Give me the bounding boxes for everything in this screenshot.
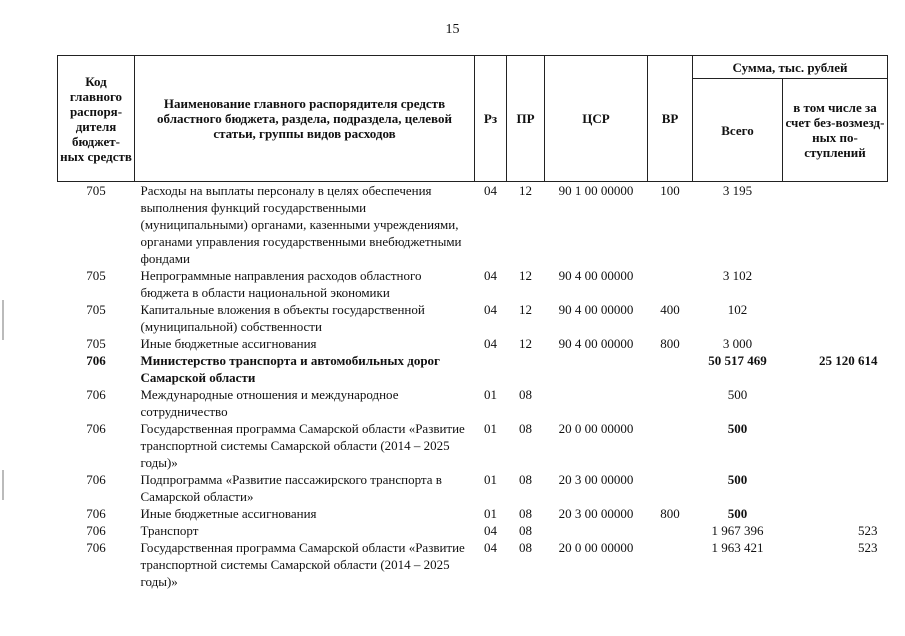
- header-name: Наименование главного распорядителя средств областного бюджета, раздела, подраздела, целевой статьи, группы видов расходов: [135, 56, 475, 182]
- cell-total: 3 000: [722, 336, 753, 351]
- cell-incl: [783, 471, 888, 505]
- header-code: Код главного распоря-дителя бюджет-ных средств: [58, 56, 135, 182]
- cell-incl: [783, 267, 888, 301]
- cell-total: 3 102: [722, 268, 753, 283]
- cell-csr: 90 4 00 00000: [558, 336, 634, 351]
- cell-incl: [783, 301, 888, 335]
- cell-incl: 523: [858, 523, 878, 538]
- cell-code: 705: [86, 268, 106, 283]
- cell-incl: 25 120 614: [819, 353, 878, 368]
- cell-code: 706: [86, 523, 106, 538]
- cell-total: 500: [727, 472, 748, 487]
- cell-csr: 20 0 00 00000: [558, 540, 634, 555]
- cell-total: 500: [727, 387, 748, 402]
- cell-pr: 08: [519, 472, 532, 487]
- cell-name: Иные бюджетные ассигнования: [140, 336, 317, 351]
- cell-code: 705: [86, 336, 106, 351]
- table-row: [58, 420, 888, 471]
- cell-incl: [783, 386, 888, 420]
- cell-csr: [545, 522, 648, 539]
- cell-rz: 01: [484, 472, 497, 487]
- cell-csr: 90 4 00 00000: [558, 302, 634, 317]
- table-body: [58, 182, 888, 591]
- table-row: [58, 505, 888, 522]
- scan-edge-mark: [2, 300, 4, 340]
- cell-csr: 20 3 00 00000: [558, 472, 634, 487]
- header-rz: Рз: [475, 56, 507, 182]
- cell-code: 706: [86, 472, 106, 487]
- table-row: [58, 267, 888, 301]
- table-row: [58, 352, 888, 386]
- cell-vr: [648, 420, 693, 471]
- cell-pr: 08: [519, 540, 532, 555]
- cell-name: Международные отношения и международное сотрудничество: [140, 387, 399, 419]
- cell-csr: 20 3 00 00000: [558, 506, 634, 521]
- cell-total: 500: [727, 506, 748, 521]
- cell-vr: 100: [660, 183, 680, 198]
- cell-name: Непрограммные направления расходов областного бюджета в области национальной экономики: [140, 268, 422, 300]
- cell-rz: 04: [484, 268, 497, 283]
- cell-pr: [507, 352, 545, 386]
- cell-total: 1 967 396: [711, 523, 764, 538]
- cell-name: Государственная программа Самарской области «Развитие транспортной системы Самарской области (2014 – 2025 годы)»: [140, 421, 465, 470]
- cell-rz: 01: [484, 421, 497, 436]
- cell-csr: 20 0 00 00000: [558, 421, 634, 436]
- header-pr: ПР: [507, 56, 545, 182]
- table-row: [58, 471, 888, 505]
- cell-total: 102: [727, 302, 748, 317]
- table-row: [58, 301, 888, 335]
- cell-incl: [783, 182, 888, 268]
- header-vr: ВР: [648, 56, 693, 182]
- cell-pr: 12: [519, 302, 532, 317]
- cell-pr: 08: [519, 506, 532, 521]
- cell-code: 705: [86, 302, 106, 317]
- cell-code: 706: [86, 353, 106, 368]
- cell-vr: [648, 539, 693, 590]
- cell-incl: [783, 420, 888, 471]
- cell-pr: 12: [519, 183, 532, 198]
- cell-pr: 08: [519, 387, 532, 402]
- cell-name: Транспорт: [140, 523, 199, 538]
- cell-pr: 08: [519, 523, 532, 538]
- cell-rz: 04: [484, 523, 497, 538]
- cell-code: 706: [86, 540, 106, 555]
- budget-table: [57, 55, 888, 590]
- cell-code: 705: [86, 183, 106, 198]
- page-number: 15: [445, 22, 460, 37]
- cell-rz: 01: [484, 387, 497, 402]
- cell-vr: [648, 267, 693, 301]
- table-row: [58, 335, 888, 352]
- table-row: [58, 522, 888, 539]
- table-row: [58, 539, 888, 590]
- cell-incl: [783, 335, 888, 352]
- cell-csr: 90 1 00 00000: [558, 183, 634, 198]
- header-incl: в том числе за счет без-возмезд-ных по-ступлений: [783, 79, 888, 182]
- cell-name: Капитальные вложения в объекты государственной (муниципальной) собственности: [140, 302, 425, 334]
- cell-vr: 800: [660, 506, 680, 521]
- cell-pr: 12: [519, 268, 532, 283]
- cell-vr: 400: [660, 302, 680, 317]
- cell-vr: [648, 352, 693, 386]
- cell-total: 1 963 421: [711, 540, 764, 555]
- cell-csr: [545, 352, 648, 386]
- cell-csr: [545, 386, 648, 420]
- cell-rz: 04: [484, 183, 497, 198]
- cell-code: 706: [86, 506, 106, 521]
- cell-name: Подпрограмма «Развитие пассажирского транспорта в Самарской области»: [140, 472, 442, 504]
- cell-rz: 04: [484, 336, 497, 351]
- cell-name: Расходы на выплаты персоналу в целях обеспечения выполнения функций государственными (муниципальными) органами, казенными учреждениями, органами управления государственными внебюджетными фондами: [140, 183, 462, 266]
- cell-csr: 90 4 00 00000: [558, 268, 634, 283]
- cell-vr: 800: [660, 336, 680, 351]
- header-sum-group: Сумма, тыс. рублей: [693, 56, 888, 79]
- cell-rz: [475, 352, 507, 386]
- cell-pr: 12: [519, 336, 532, 351]
- cell-name: Государственная программа Самарской области «Развитие транспортной системы Самарской области (2014 – 2025 годы)»: [140, 540, 465, 589]
- cell-name: Иные бюджетные ассигнования: [140, 506, 317, 521]
- cell-vr: [648, 471, 693, 505]
- cell-rz: 04: [484, 540, 497, 555]
- scan-edge-mark: [2, 470, 4, 500]
- cell-total: 500: [727, 421, 748, 436]
- cell-name: Министерство транспорта и автомобильных дорог Самарской области: [140, 353, 440, 385]
- header-total: Всего: [693, 79, 783, 182]
- cell-incl: 523: [858, 540, 878, 555]
- cell-vr: [648, 386, 693, 420]
- cell-code: 706: [86, 421, 106, 436]
- table-row: [58, 182, 888, 268]
- cell-incl: [783, 505, 888, 522]
- cell-total: 50 517 469: [708, 353, 767, 368]
- cell-pr: 08: [519, 421, 532, 436]
- header-csr: ЦСР: [545, 56, 648, 182]
- cell-vr: [648, 522, 693, 539]
- cell-code: 706: [86, 387, 106, 402]
- cell-total: 3 195: [722, 183, 753, 198]
- cell-rz: 04: [484, 302, 497, 317]
- table-row: [58, 386, 888, 420]
- cell-rz: 01: [484, 506, 497, 521]
